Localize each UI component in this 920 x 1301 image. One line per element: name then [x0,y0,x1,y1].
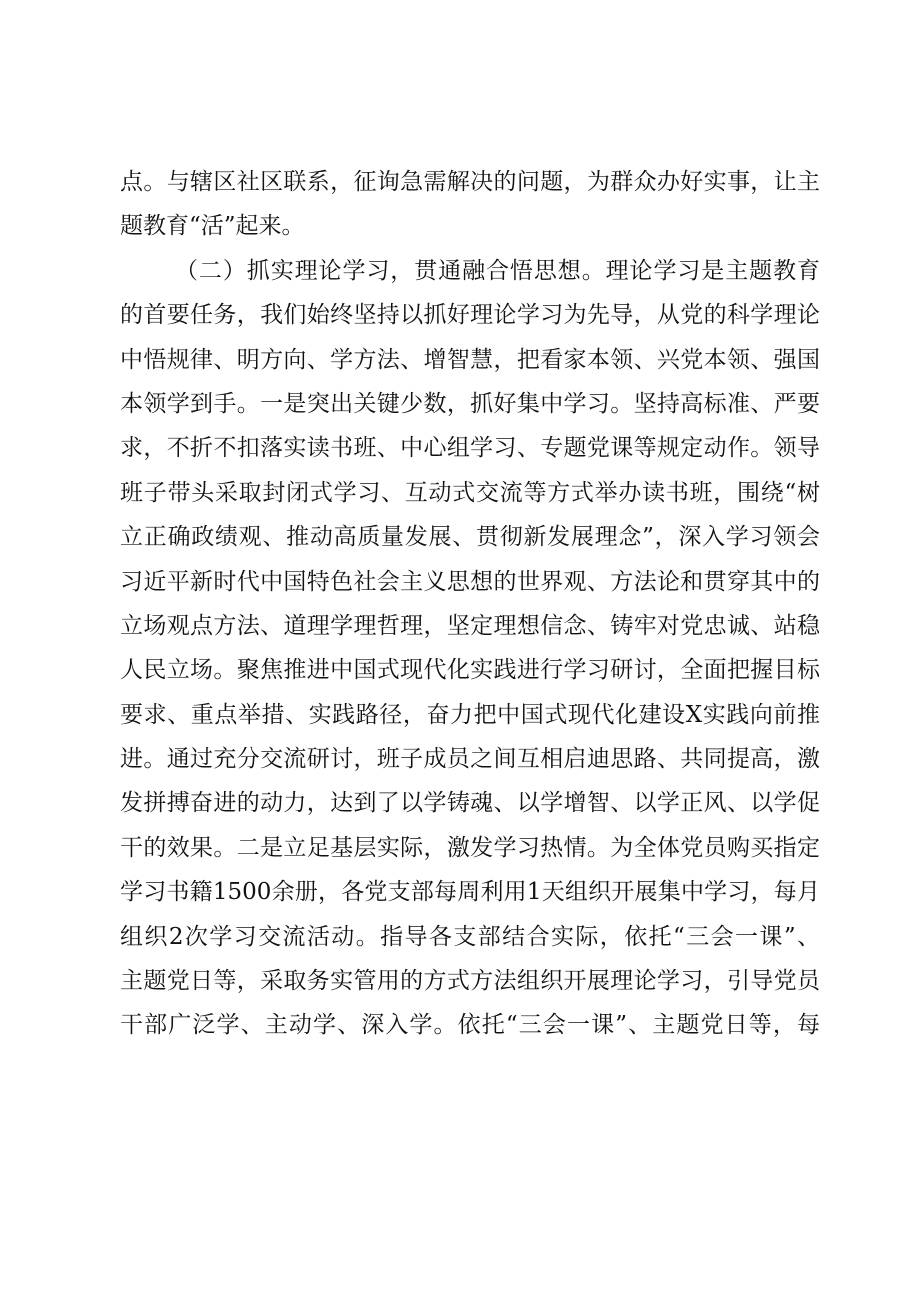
text-line: 习近平新时代中国特色社会主义思想的世界观、方法论和贯穿其中的 [120,568,820,595]
text-line: 干部广泛学、主动学、深入学。依托“三会一课”、主题党日等，每 [120,1012,820,1039]
text-line: 立正确政绩观、推动高质量发展、贯彻新发展理念”，深入学习领会 [120,524,820,551]
text-line: 点。与辖区社区联系，征询急需解决的问题，为群众办好实事，让主 [120,169,820,195]
text-line: 人民立场。聚焦推进中国式现代化实践进行学习研讨，全面把握目标 [120,657,820,684]
text-line: 发拼搏奋进的动力，达到了以学铸魂、以学增智、以学正风、以学促 [120,790,820,817]
text-line: 学习书籍1500余册，各党支部每周利用1天组织开展集中学习，每月 [120,879,820,906]
text-line: 主题党日等，采取务实管用的方式方法组织开展理论学习，引导党员 [120,968,820,995]
text-line: 组织2次学习交流活动。指导各支部结合实际，依托“三会一课”、 [120,923,820,950]
text-line: 要求、重点举措、实践路径，奋力把中国式现代化建设X实践向前推 [120,701,820,728]
text-line: 立场观点方法、道理学理哲理，坚定理想信念、铸牢对党忠诚、站稳 [120,612,820,639]
text-line: 本领学到手。一是突出关键少数，抓好集中学习。坚持高标准、严要 [120,390,820,417]
text-line: 的首要任务，我们始终坚持以抓好理论学习为先导，从党的科学理论 [120,302,820,329]
body-text [120,160,820,1048]
section-heading-line: （二）抓实理论学习，贯通融合悟思想。理论学习是主题教育 [175,257,820,284]
text-line: 中悟规律、明方向、学方法、增智慧，把看家本领、兴党本领、强国 [120,346,820,373]
text-line: 题教育“活”起来。 [120,213,305,240]
text-line: 求，不折不扣落实读书班、中心组学习、专题党课等规定动作。领导 [120,435,820,462]
text-line: 班子带头采取封闭式学习、互动式交流等方式举办读书班，围绕“树 [120,479,820,506]
text-line: 干的效果。二是立足基层实际，激发学习热情。为全体党员购买指定 [120,834,820,861]
text-line: 进。通过充分交流研讨，班子成员之间互相启迪思路、共同提高，激 [120,746,820,773]
